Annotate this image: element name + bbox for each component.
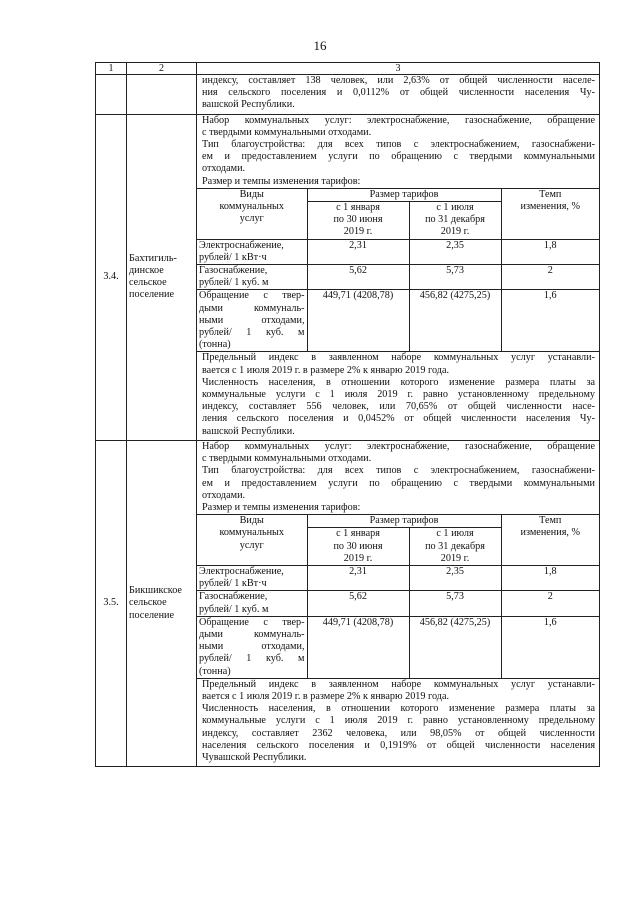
text-line: Размер и темпы изменения тарифов:: [202, 175, 361, 187]
tariff-header-row: [197, 515, 599, 528]
header-row: [96, 63, 600, 75]
settlement-name-line: динское: [129, 265, 164, 277]
tariff-value-period-2: 456,82 (4275,25): [409, 616, 501, 678]
header-line: по 31 декабря: [425, 214, 485, 226]
settlement-name-line: поселение: [129, 289, 174, 301]
text-line: Тип благоустройства: для всех типов с электроснабжением, газоснабжени-: [202, 139, 595, 151]
main-table: [95, 62, 600, 767]
header-period-1: [307, 202, 409, 240]
service-name-line: дыми коммуналь-: [199, 302, 305, 314]
text-line: Размер и темпы изменения тарифов:: [202, 501, 361, 513]
header-line: Виды: [239, 188, 264, 200]
header-line: 2019 г.: [343, 226, 373, 238]
tariff-row: [197, 239, 599, 264]
tariff-rate: 1,6: [501, 290, 599, 352]
service-name-line: Электроснабжение,: [199, 565, 284, 577]
tariff-rate: 1,6: [501, 616, 599, 678]
header-col-3: 3: [197, 63, 600, 75]
text-line: ем и предоставлением услуги по обращению с твердыми коммунальными: [202, 151, 595, 163]
tariff-value-period-1: 5,62: [307, 591, 409, 616]
tariff-value-period-1: 449,71 (4208,78): [307, 616, 409, 678]
tariff-value-period-2: 5,73: [409, 265, 501, 290]
header-line: Темп: [539, 188, 562, 200]
continuation-text: [197, 75, 599, 114]
tariff-row: [197, 290, 599, 352]
text-line: коммунальные услуги с 1 июля 2019 г. равно установленному предельному: [202, 715, 595, 727]
tariff-rate: 2: [501, 591, 599, 616]
text-line: коммунальные услуги с 1 июля 2019 г. равно установленному предельному: [202, 389, 595, 401]
header-line: 2019 г.: [440, 226, 470, 238]
text-line: с твердыми коммунальными отходами.: [202, 453, 372, 465]
intro-text: [197, 441, 599, 514]
text-line: отходами.: [202, 163, 246, 175]
tariff-value-period-2: 456,82 (4275,25): [409, 290, 501, 352]
tariff-value-period-2: 5,73: [409, 591, 501, 616]
service-name: [197, 565, 307, 590]
settlement-name: [127, 440, 197, 766]
text-line: Набор коммунальных услуг: электроснабжение, газоснабжение, обращение: [202, 440, 595, 452]
header-line: с 1 января: [336, 528, 380, 540]
text-line: индексу, составляет 556 человек, или 70,65% от общей численности насе-: [202, 401, 595, 413]
tariff-rate: 1,8: [501, 239, 599, 264]
settlement-name-line: Бикшикское: [129, 585, 182, 597]
service-name-line: рублей/ 1 куб. м: [199, 327, 305, 339]
service-name-line: рублей/ 1 куб. м: [199, 277, 269, 289]
header-line: по 30 июня: [333, 214, 383, 226]
text-line: ния сельского поселения и 0,0112% от общей численности населения Чу-: [202, 87, 595, 99]
service-name: [197, 239, 307, 264]
tariff-value-period-1: 2,31: [307, 565, 409, 590]
tariff-rate: 1,8: [501, 565, 599, 590]
service-name-line: Обращение с твер-: [199, 616, 305, 628]
tariff-header-row: [197, 188, 599, 201]
text-line: ем и предоставлением услуги по обращению с твердыми коммунальными: [202, 477, 595, 489]
service-name-line: Газоснабжение,: [199, 265, 268, 277]
service-name: [197, 591, 307, 616]
header-size: Размер тарифов: [307, 515, 501, 528]
text-line: Предельный индекс в заявленном наборе коммунальных услуг устанавли-: [202, 352, 595, 364]
text-line: индексу, составляет 2362 человека, или 98,05% от общей численности: [202, 727, 595, 739]
header-line: 2019 г.: [440, 552, 470, 564]
text-line: Предельный индекс в заявленном наборе коммунальных услуг устанавли-: [202, 678, 595, 690]
tariff-row: [197, 591, 599, 616]
section-number: 3.5.: [96, 440, 127, 766]
service-name-line: дыми коммуналь-: [199, 628, 305, 640]
header-rate: [501, 515, 599, 566]
section-row: [96, 114, 600, 440]
tariff-row: [197, 265, 599, 290]
header-rate: [501, 188, 599, 239]
text-line: отходами.: [202, 489, 246, 501]
service-name: [197, 265, 307, 290]
service-name-line: рублей/ 1 кВт·ч: [199, 578, 267, 590]
header-line: услуг: [239, 539, 264, 551]
settlement-name-line: Бахтигиль-: [129, 252, 177, 264]
settlement-name: [127, 114, 197, 440]
text-line: вается с 1 июля 2019 г. в размере 2% к январю 2019 года.: [202, 690, 450, 702]
header-line: коммунальных: [219, 201, 284, 213]
header-line: Виды: [239, 515, 264, 527]
header-line: по 30 июня: [333, 540, 383, 552]
service-name: [197, 616, 307, 678]
service-name-line: Газоснабжение,: [199, 591, 268, 603]
text-line: вается с 1 июля 2019 г. в размере 2% к январю 2019 года.: [202, 364, 450, 376]
header-period-2: [409, 528, 501, 566]
text-line: населения сельского поселения и 0,1919% от общей численности населения: [202, 739, 595, 751]
text-line: Численность населения, в отношении которого изменение размера платы за: [202, 703, 595, 715]
service-name-line: (тонна): [199, 665, 231, 677]
tariff-value-period-1: 449,71 (4208,78): [307, 290, 409, 352]
service-name-line: рублей/ 1 куб. м: [199, 603, 269, 615]
service-name-line: рублей/ 1 куб. м: [199, 653, 305, 665]
text-line: индексу, составляет 138 человек, или 2,63% от общей численности населе-: [202, 75, 595, 86]
section-content: [197, 114, 600, 440]
header-line: изменения, %: [520, 527, 580, 539]
service-name-line: Электроснабжение,: [199, 239, 284, 251]
text-line: Чувашской Республики.: [202, 751, 307, 763]
settlement-name-line: сельское: [129, 597, 167, 609]
header-line: с 1 июля: [436, 202, 474, 214]
text-line: с твердыми коммунальными отходами.: [202, 126, 372, 138]
header-line: по 31 декабря: [425, 540, 485, 552]
header-period-1: [307, 528, 409, 566]
settlement-name-line: поселение: [129, 609, 174, 621]
text-line: Тип благоустройства: для всех типов с электроснабжением, газоснабжени-: [202, 465, 595, 477]
header-col-2: 2: [127, 63, 197, 75]
section-number: 3.4.: [96, 114, 127, 440]
page-number: 16: [313, 38, 327, 53]
tariff-row: [197, 565, 599, 590]
service-name-line: ными отходами,: [199, 314, 305, 326]
service-name-line: Обращение с твер-: [199, 290, 305, 302]
outro-text: [197, 352, 599, 439]
text-line: вашской Республики.: [202, 425, 295, 437]
tariff-table: [197, 188, 599, 353]
tariff-value-period-1: 2,31: [307, 239, 409, 264]
service-name-line: (тонна): [199, 339, 231, 351]
service-name: [197, 290, 307, 352]
text-line: Набор коммунальных услуг: электроснабжение, газоснабжение, обращение: [202, 114, 595, 126]
tariff-value-period-2: 2,35: [409, 565, 501, 590]
header-line: с 1 июля: [436, 528, 474, 540]
intro-text: [197, 115, 599, 188]
text-line: вашской Республики.: [202, 99, 295, 111]
tariff-value-period-2: 2,35: [409, 239, 501, 264]
header-kinds: [197, 188, 307, 239]
continuation-row: [96, 75, 600, 115]
service-name-line: рублей/ 1 кВт·ч: [199, 251, 267, 263]
tariff-table: [197, 514, 599, 679]
header-line: с 1 января: [336, 202, 380, 214]
header-line: коммунальных: [219, 527, 284, 539]
header-col-1: 1: [96, 63, 127, 75]
header-period-2: [409, 202, 501, 240]
outro-text: [197, 679, 599, 766]
header-line: Темп: [539, 515, 562, 527]
section-content: [197, 440, 600, 766]
text-line: ления сельского поселения и 0,0452% от общей численности населения Чу-: [202, 413, 595, 425]
tariff-value-period-1: 5,62: [307, 265, 409, 290]
text-line: Численность населения, в отношении которого изменение размера платы за: [202, 376, 595, 388]
header-line: 2019 г.: [343, 552, 373, 564]
settlement-name-line: сельское: [129, 277, 167, 289]
header-line: изменения, %: [520, 201, 580, 213]
service-name-line: ными отходами,: [199, 641, 305, 653]
section-row: [96, 440, 600, 766]
tariff-row: [197, 616, 599, 678]
tariff-rate: 2: [501, 265, 599, 290]
header-kinds: [197, 515, 307, 566]
header-line: услуг: [239, 213, 264, 225]
header-size: Размер тарифов: [307, 188, 501, 201]
